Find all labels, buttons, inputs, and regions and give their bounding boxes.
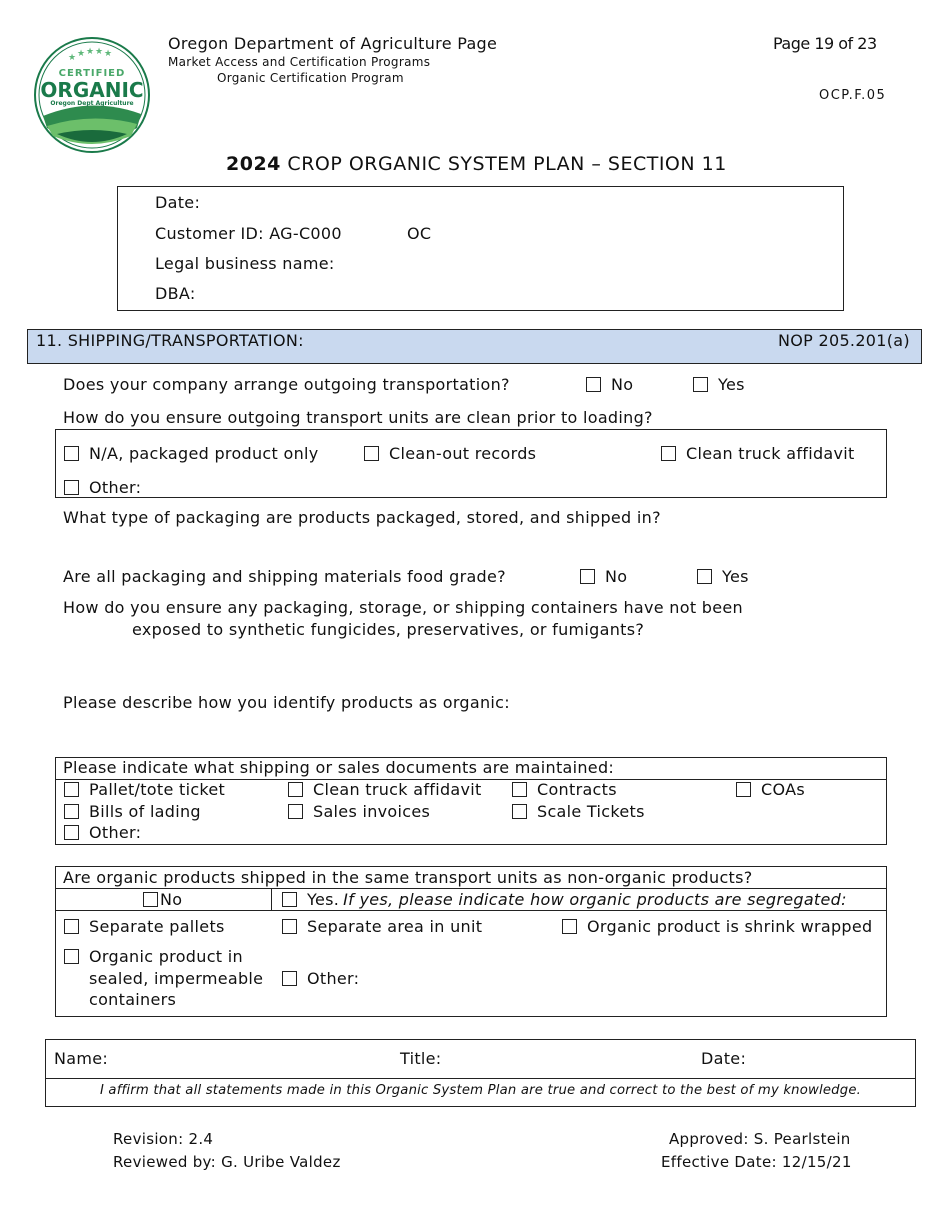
- q4-text: Are all packaging and shipping materials food grade?: [63, 567, 506, 586]
- page-number: Page 19 of 23: [773, 34, 877, 53]
- seg-shrink-checkbox[interactable]: [562, 919, 577, 934]
- seg-yes-note: If yes, please indicate how organic products are segregated:: [343, 890, 847, 909]
- q2-na-option[interactable]: [64, 444, 319, 463]
- docs-coas-label: COAs: [761, 780, 805, 799]
- seg-no-label: No: [160, 890, 183, 909]
- q4-yes-label: Yes: [722, 567, 749, 586]
- q4-no-label: No: [605, 567, 628, 586]
- footer-revision: Revision: 2.4: [113, 1130, 214, 1148]
- svg-text:★: ★: [95, 47, 104, 57]
- svg-text:★: ★: [77, 49, 86, 59]
- q3-text: What type of packaging are products packaged, stored, and shipped in?: [63, 508, 661, 527]
- footer-reviewed: Reviewed by: G. Uribe Valdez: [113, 1153, 341, 1171]
- q2-na-checkbox[interactable]: [64, 446, 79, 461]
- q1-no-checkbox[interactable]: [586, 377, 601, 392]
- seg-sealed-option[interactable]: [64, 947, 243, 966]
- docs-bills-option[interactable]: [64, 802, 201, 821]
- seg-col-divider: [271, 888, 272, 910]
- docs-scale-option[interactable]: [512, 802, 645, 821]
- docs-other-option[interactable]: [64, 823, 141, 842]
- header-dept: Oregon Department of Agriculture Page: [168, 34, 498, 53]
- footer-effective: Effective Date: 12/15/21: [661, 1153, 852, 1171]
- docs-bills-checkbox[interactable]: [64, 804, 79, 819]
- seg-yes-option[interactable]: [282, 890, 847, 909]
- footer-approved: Approved: S. Pearlstein: [669, 1130, 851, 1148]
- seg-other-label: Other:: [307, 969, 360, 988]
- signature-date-label: Date:: [701, 1049, 747, 1068]
- docs-pallet-option[interactable]: [64, 780, 225, 799]
- seg-divider-1: [55, 888, 887, 889]
- docs-other-label: Other:: [89, 823, 142, 842]
- docs-contracts-option[interactable]: [512, 780, 617, 799]
- page-title: [226, 153, 727, 175]
- docs-invoices-checkbox[interactable]: [288, 804, 303, 819]
- q2-other-label: Other:: [89, 478, 142, 497]
- svg-text:★: ★: [68, 53, 77, 63]
- seg-no-option[interactable]: [143, 890, 182, 909]
- q2-other-option[interactable]: [64, 478, 141, 497]
- svg-text:★: ★: [86, 47, 95, 57]
- q4-yes-option[interactable]: [697, 567, 749, 586]
- seg-header: Are organic products shipped in the same transport units as non-organic products?: [63, 868, 753, 887]
- docs-pallet-checkbox[interactable]: [64, 782, 79, 797]
- logo-main-text: ORGANIC: [40, 78, 144, 102]
- title-text: CROP ORGANIC SYSTEM PLAN – SECTION 11: [280, 153, 727, 175]
- section-ref: NOP 205.201(a): [778, 331, 910, 350]
- q1-yes-checkbox[interactable]: [693, 377, 708, 392]
- q5-line2: exposed to synthetic fungicides, preservatives, or fumigants?: [132, 620, 645, 639]
- q2-text: How do you ensure outgoing transport units are clean prior to loading?: [63, 408, 653, 427]
- certified-organic-logo: [33, 36, 151, 154]
- q2-cleanout-label: Clean-out records: [389, 444, 537, 463]
- date-label: Date:: [155, 193, 201, 212]
- q1-no-option[interactable]: [586, 375, 633, 394]
- seg-other-checkbox[interactable]: [282, 971, 297, 986]
- docs-other-checkbox[interactable]: [64, 825, 79, 840]
- dba-label: DBA:: [155, 284, 196, 303]
- docs-affidavit-option[interactable]: [288, 780, 482, 799]
- q1-text: Does your company arrange outgoing transportation?: [63, 375, 510, 394]
- q1-no-label: No: [611, 375, 634, 394]
- form-code: OCP.F.05: [819, 88, 887, 103]
- seg-area-label: Separate area in unit: [307, 917, 483, 936]
- q1-yes-option[interactable]: [693, 375, 745, 394]
- info-box: [117, 186, 844, 311]
- q4-no-option[interactable]: [580, 567, 627, 586]
- logo-top-text: CERTIFIED: [58, 68, 126, 79]
- docs-affidavit-checkbox[interactable]: [288, 782, 303, 797]
- docs-contracts-checkbox[interactable]: [512, 782, 527, 797]
- q2-affidavit-checkbox[interactable]: [661, 446, 676, 461]
- docs-scale-label: Scale Tickets: [537, 802, 645, 821]
- q2-other-checkbox[interactable]: [64, 480, 79, 495]
- q1-yes-label: Yes: [718, 375, 745, 394]
- header-program: Organic Certification Program: [217, 71, 404, 85]
- q4-yes-checkbox[interactable]: [697, 569, 712, 584]
- logo-sub-text: Oregon Dept Agriculture: [50, 100, 134, 107]
- signature-name-label: Name:: [54, 1049, 109, 1068]
- seg-yes-label: Yes.: [307, 890, 340, 909]
- legal-name-label: Legal business name:: [155, 254, 335, 273]
- customer-id-label: Customer ID: AG-C000: [155, 224, 342, 243]
- seg-pallets-option[interactable]: [64, 917, 225, 936]
- header-programs: Market Access and Certification Programs: [168, 55, 431, 69]
- docs-header: Please indicate what shipping or sales documents are maintained:: [63, 758, 615, 777]
- seg-pallets-label: Separate pallets: [89, 917, 225, 936]
- seg-pallets-checkbox[interactable]: [64, 919, 79, 934]
- seg-shrink-option[interactable]: [562, 917, 873, 936]
- q2-options-box: [55, 429, 887, 498]
- docs-coas-checkbox[interactable]: [736, 782, 751, 797]
- q2-affidavit-label: Clean truck affidavit: [686, 444, 855, 463]
- seg-other-option[interactable]: [282, 969, 359, 988]
- docs-invoices-label: Sales invoices: [313, 802, 431, 821]
- docs-bills-label: Bills of lading: [89, 802, 201, 821]
- seg-yes-checkbox[interactable]: [282, 892, 297, 907]
- seg-sealed-label-3: containers: [89, 990, 177, 1009]
- docs-contracts-label: Contracts: [537, 780, 617, 799]
- docs-affidavit-label: Clean truck affidavit: [313, 780, 482, 799]
- affirmation-text: I affirm that all statements made in this Organic System Plan are true and correct to the best of my knowledge.: [99, 1083, 862, 1098]
- docs-scale-checkbox[interactable]: [512, 804, 527, 819]
- q2-affidavit-option[interactable]: [661, 444, 855, 463]
- q2-cleanout-option[interactable]: [364, 444, 536, 463]
- seg-area-option[interactable]: [282, 917, 482, 936]
- q4-no-checkbox[interactable]: [580, 569, 595, 584]
- seg-sealed-checkbox[interactable]: [64, 949, 79, 964]
- svg-text:★: ★: [104, 49, 113, 59]
- seg-divider-2: [55, 910, 887, 911]
- seg-shrink-label: Organic product is shrink wrapped: [587, 917, 873, 936]
- q2-cleanout-checkbox[interactable]: [364, 446, 379, 461]
- q2-na-label: N/A, packaged product only: [89, 444, 319, 463]
- seg-area-checkbox[interactable]: [282, 919, 297, 934]
- seg-no-checkbox[interactable]: [143, 892, 158, 907]
- customer-id-suffix: OC: [407, 224, 432, 243]
- docs-invoices-option[interactable]: [288, 802, 430, 821]
- q5-line1: How do you ensure any packaging, storage, or shipping containers have not been: [63, 598, 743, 617]
- title-year: 2024: [226, 153, 281, 175]
- signature-divider: [45, 1078, 916, 1079]
- section-title: 11. SHIPPING/TRANSPORTATION:: [36, 331, 304, 350]
- q6-text: Please describe how you identify products as organic:: [63, 693, 510, 712]
- signature-title-label: Title:: [400, 1049, 442, 1068]
- seg-sealed-label-2: sealed, impermeable: [89, 969, 264, 988]
- docs-coas-option[interactable]: [736, 780, 805, 799]
- docs-pallet-label: Pallet/tote ticket: [89, 780, 226, 799]
- seg-sealed-label-1: Organic product in: [89, 947, 243, 966]
